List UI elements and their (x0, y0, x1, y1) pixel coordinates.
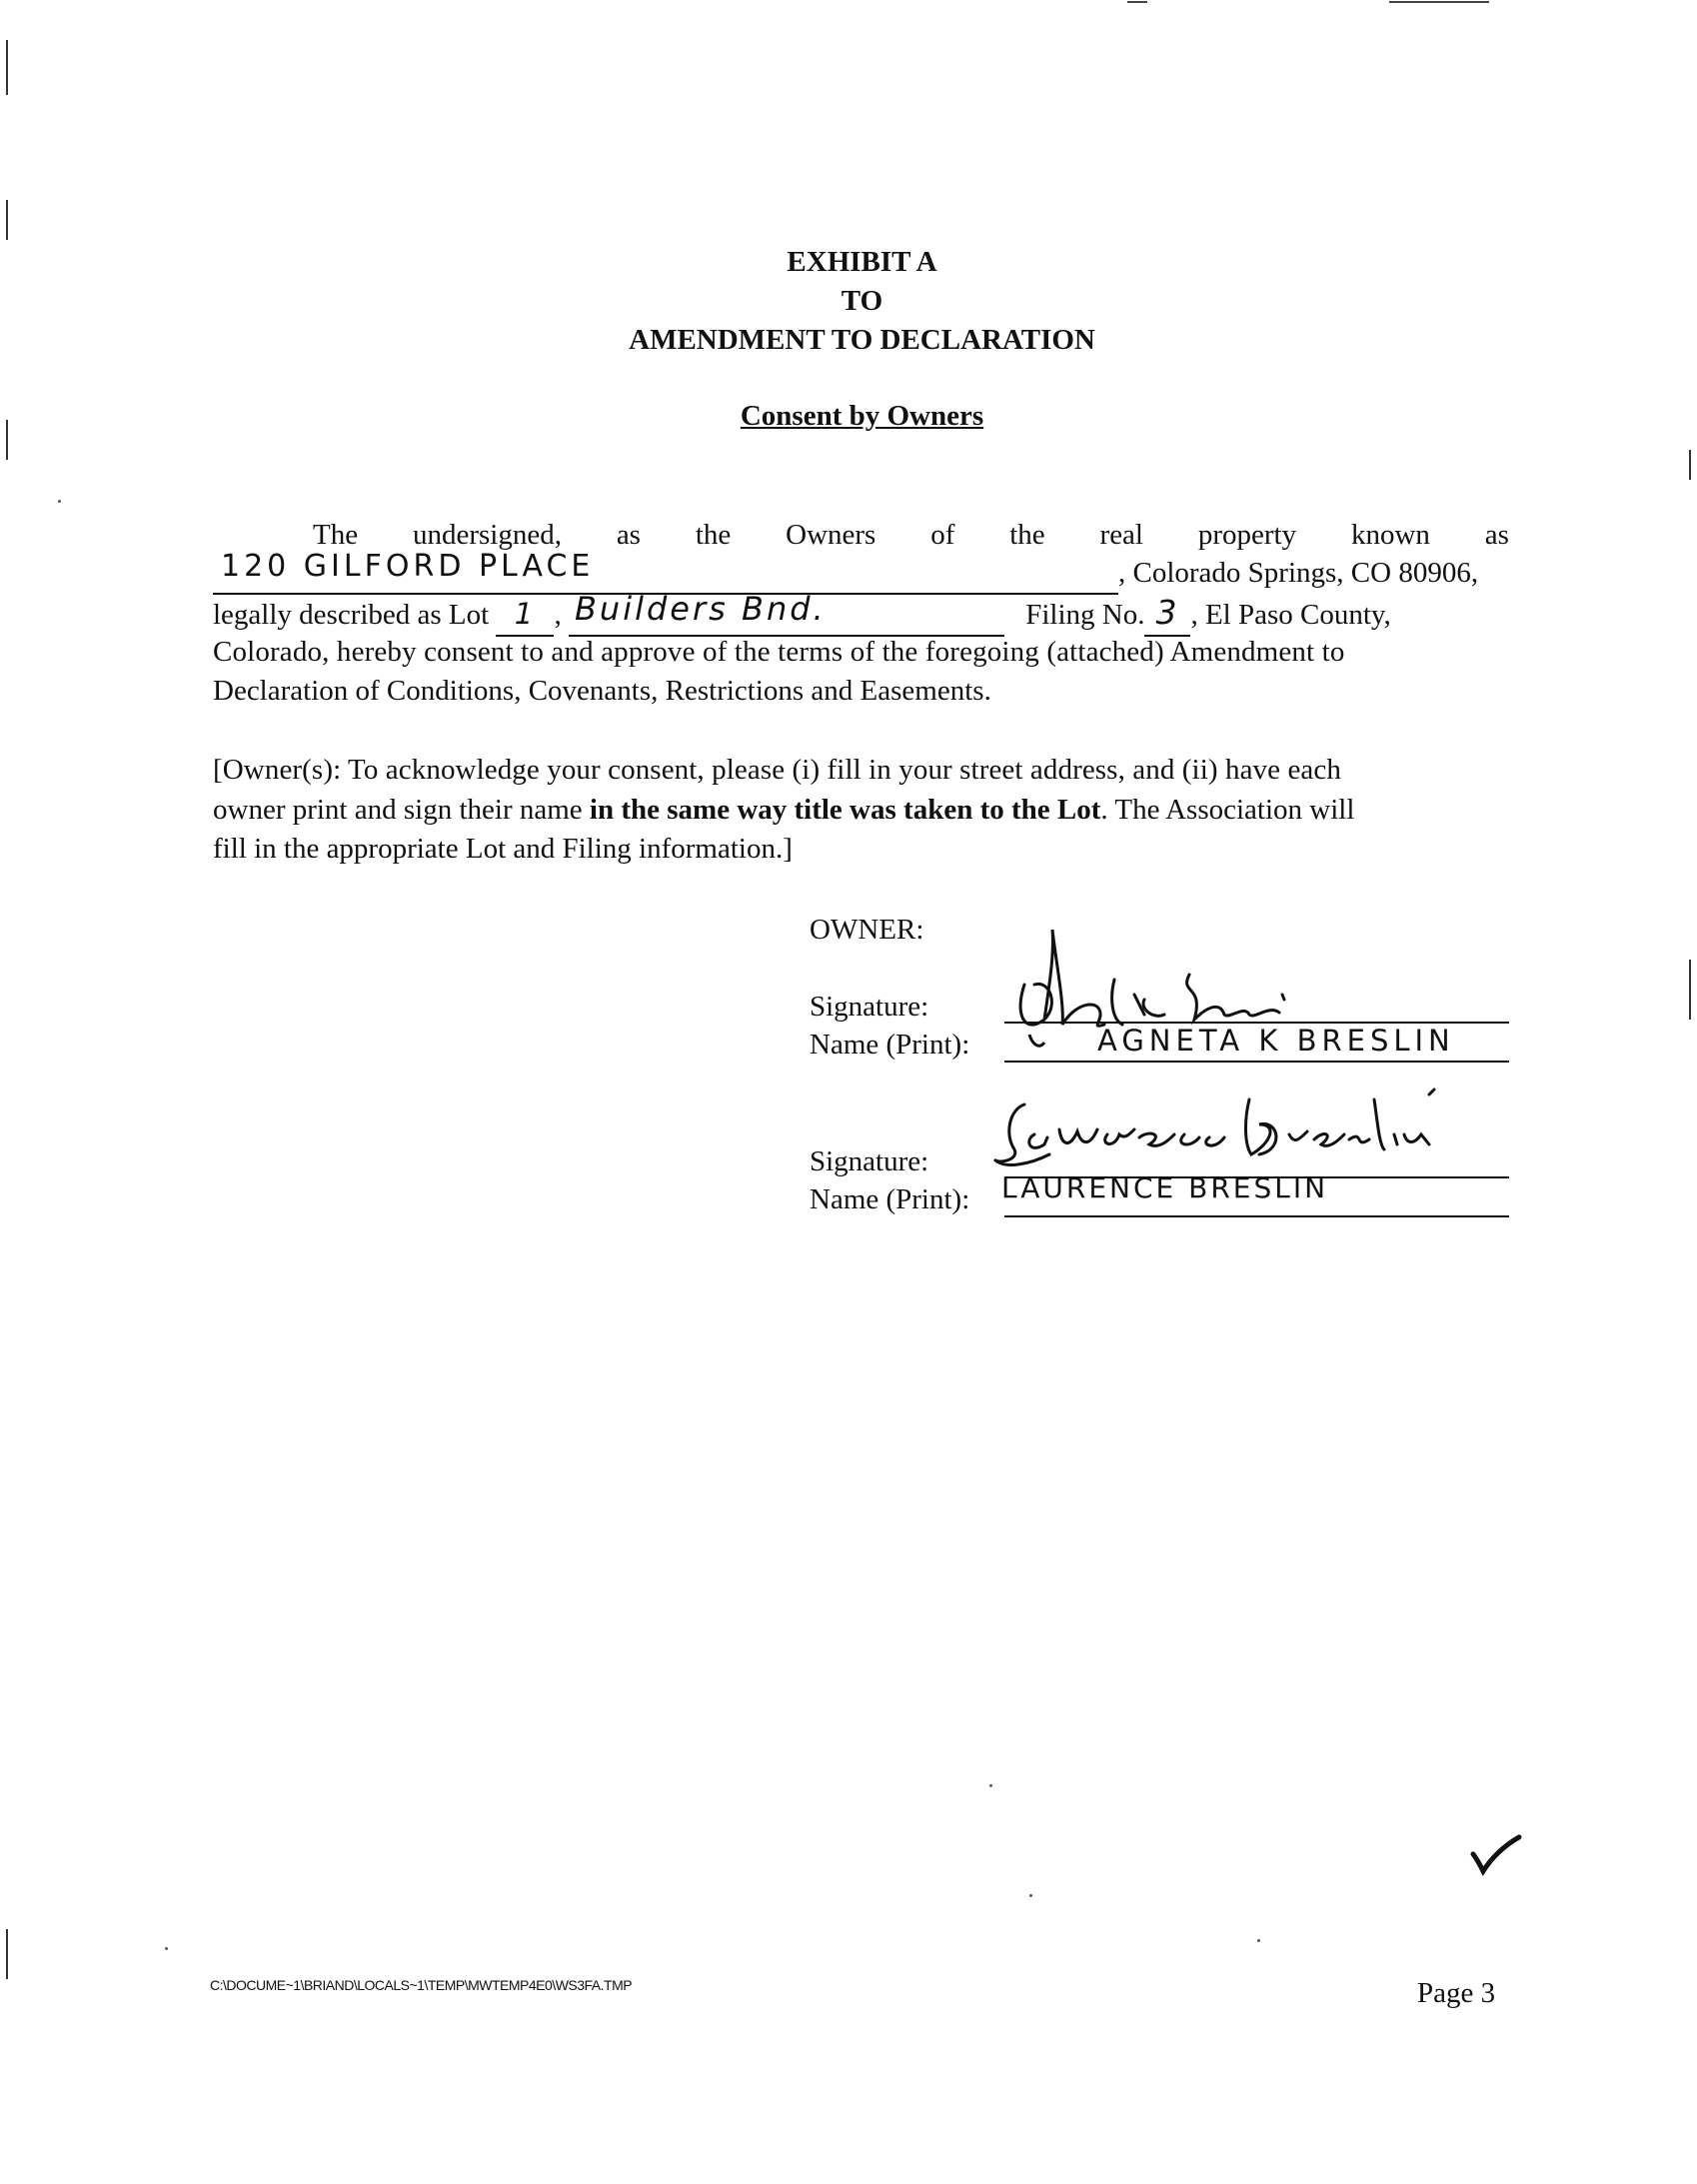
county-text: , El Paso County, (1190, 599, 1391, 631)
owner2-printed-name: LAURENCE BRESLIN (1001, 1171, 1329, 1204)
lot-label: legally described as Lot (213, 599, 490, 631)
lot-field[interactable] (496, 594, 554, 637)
word: property (1197, 519, 1297, 551)
comma: , (554, 599, 562, 631)
word: the (1009, 519, 1045, 551)
subdivision-field[interactable] (569, 590, 1004, 637)
address-handwritten: 120 GILFORD PLACE (221, 549, 595, 584)
word: The (313, 519, 359, 551)
check-mark-icon (1467, 1829, 1527, 1879)
word: undersigned, (412, 519, 562, 551)
paragraph1-line5: Declaration of Conditions, Covenants, Restrictions and Easements. (213, 675, 991, 707)
left-scan-edge-mark (6, 40, 8, 95)
section-subtitle: Consent by Owners (740, 400, 984, 432)
left-scan-edge-mark (6, 200, 8, 240)
scan-speck (1257, 1939, 1260, 1942)
scan-speck (989, 1784, 992, 1787)
paragraph2-line1: [Owner(s): To acknowledge your consent, please (i) fill in your street address, and (ii) have each (213, 754, 1341, 786)
page-number: Page 3 (1417, 1977, 1496, 2009)
filing-field[interactable] (1144, 593, 1190, 637)
owner2-signature-label: Signature: (810, 1145, 929, 1177)
owner2-name-line[interactable] (1004, 1215, 1509, 1217)
word: as (616, 519, 641, 551)
right-scan-edge-mark (1689, 450, 1691, 480)
scan-speck (1029, 1894, 1032, 1897)
scan-speck (58, 500, 61, 503)
instruction-text: . The Association will (1100, 794, 1355, 826)
paragraph1-line3 (213, 590, 1509, 637)
owner1-signature-label: Signature: (810, 991, 929, 1023)
word: of (930, 519, 955, 551)
word: real (1099, 519, 1143, 551)
filing-label: Filing No. (1025, 599, 1145, 631)
right-scan-edge-mark (1689, 960, 1691, 1020)
top-scan-edge-mark (1127, 1, 1147, 3)
left-scan-edge-mark (6, 1929, 8, 1979)
top-scan-edge-mark (1389, 1, 1489, 3)
paragraph1-line4: Colorado, hereby consent to and approve of the terms of the foregoing (attached) Amendment to (213, 636, 1345, 668)
paragraph2-line3: fill in the appropriate Lot and Filing information.] (213, 833, 793, 865)
scan-speck (165, 1947, 168, 1950)
subdivision-handwritten: Builders Bnd. (574, 590, 827, 628)
lot-handwritten: 1 (514, 597, 537, 631)
word: as (1484, 519, 1509, 551)
paragraph2-line2 (213, 790, 1509, 830)
city-state-zip: , Colorado Springs, CO 80906, (1118, 557, 1479, 589)
owner2-name-label: Name (Print): (810, 1183, 970, 1215)
paragraph1-line2 (213, 549, 1509, 595)
owner1-name-label: Name (Print): (810, 1029, 970, 1061)
document-title: AMENDMENT TO DECLARATION (629, 324, 1095, 356)
word: Owners (786, 519, 876, 551)
instruction-emphasis: in the same way title was taken to the Lot (589, 794, 1101, 826)
owner1-printed-name: AGNETA K BRESLIN (1097, 1024, 1455, 1058)
owner-heading: OWNER: (810, 914, 924, 946)
exhibit-title: EXHIBIT A (787, 246, 937, 278)
owner1-name-line[interactable] (1004, 1061, 1509, 1063)
exhibit-title-to: TO (841, 285, 883, 317)
word: known (1350, 519, 1430, 551)
instruction-text: owner print and sign their name (213, 794, 590, 826)
filing-handwritten: 3 (1155, 593, 1180, 632)
word: the (695, 519, 732, 551)
footer-file-path: C:\DOCUME~1\BRIAND\LOCALS~1\TEMP\MWTEMP4E0\WS3FA.TMP (210, 1977, 633, 1993)
